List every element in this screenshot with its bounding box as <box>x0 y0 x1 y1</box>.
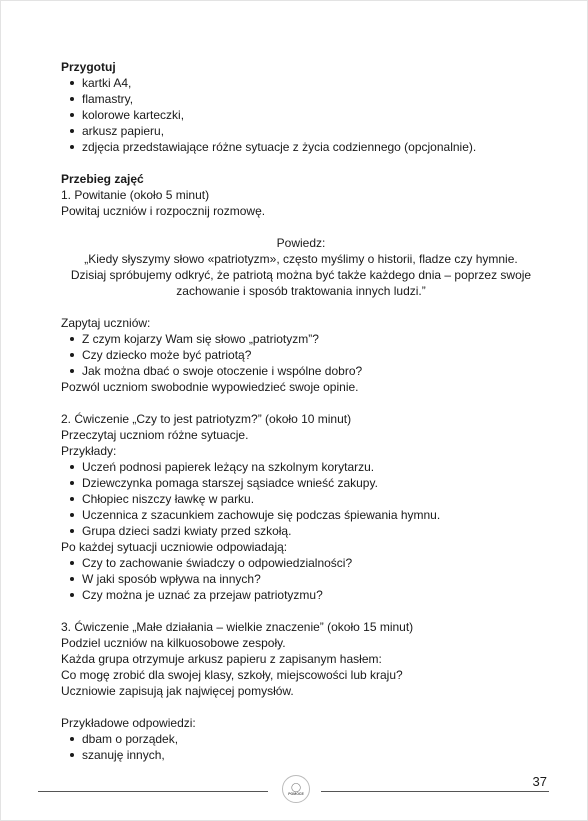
page-content <box>61 59 541 763</box>
list-item: Czy można je uznać za przejaw patriotyzmu? <box>82 587 541 603</box>
step2-title: 2. Ćwiczenie „Czy to jest patriotyzm?” (około 10 minut) <box>61 412 352 426</box>
prepare-list <box>61 75 541 155</box>
list-item: Czy to zachowanie świadczy o odpowiedzialności? <box>82 555 541 571</box>
after-list <box>61 555 541 603</box>
prepare-heading: Przygotuj <box>61 60 116 74</box>
list-item: kartki A4, <box>82 75 541 91</box>
list-item: szanuję innych, <box>82 747 541 763</box>
list-item: Grupa dzieci sadzi kwiaty przed szkołą. <box>82 523 541 539</box>
say-label: Powiedz: <box>276 236 326 250</box>
ask-after: Pozwól uczniom swobodnie wypowiedzieć swoje opinie. <box>61 380 359 394</box>
step3-line: Podziel uczniów na kilkuosobowe zespoły. <box>61 636 286 650</box>
answers-list <box>61 731 541 763</box>
list-item: dbam o porządek, <box>82 731 541 747</box>
list-item: Jak można dbać o swoje otoczenie i wspólne dobro? <box>82 363 541 379</box>
ask-list <box>61 331 541 379</box>
list-item: W jaki sposób wpływa na innych? <box>82 571 541 587</box>
examples-list <box>61 459 541 539</box>
step2-text: Przeczytaj uczniom różne sytuacje. <box>61 428 249 442</box>
footer-divider-left <box>38 791 268 792</box>
course-heading: Przebieg zajęć <box>61 172 144 186</box>
step3-line: Uczniowie zapisują jak najwięcej pomysłów. <box>61 684 294 698</box>
list-item: arkusz papieru, <box>82 123 541 139</box>
examples-label: Przykłady: <box>61 444 117 458</box>
list-item: Czy dziecko może być patriotą? <box>82 347 541 363</box>
step3-line: Co mogę zrobić dla swojej klasy, szkoły, miejscowości lub kraju? <box>61 668 403 682</box>
footer-divider-right <box>321 791 549 792</box>
list-item: kolorowe karteczki, <box>82 107 541 123</box>
quote-line: Dzisiaj spróbujemy odkryć, że patriotą można być także każdego dnia – poprzez swoje <box>70 268 532 282</box>
list-item: Dziewczynka pomaga starszej sąsiadce wnieść zakupy. <box>82 475 541 491</box>
answers-label: Przykładowe odpowiedzi: <box>61 716 196 730</box>
quote-line: zachowanie i sposób traktowania innych ludzi.” <box>176 284 426 298</box>
step1-text: Powitaj uczniów i rozpocznij rozmowę. <box>61 204 266 218</box>
quote-line: „Kiedy słyszymy słowo «patriotyzm», często myślimy o historii, fladze czy hymnie. <box>84 252 518 266</box>
step3-title: 3. Ćwiczenie „Małe działania – wielkie znaczenie” (około 15 minut) <box>61 620 414 634</box>
ask-label: Zapytaj uczniów: <box>61 316 151 330</box>
list-item: Uczeń podnosi papierek leżący na szkolnym korytarzu. <box>82 459 541 475</box>
step1-title: 1. Powitanie (około 5 minut) <box>61 188 210 202</box>
page-number: 37 <box>532 774 547 789</box>
publisher-logo <box>282 775 310 803</box>
list-item: Z czym kojarzy Wam się słowo „patriotyzm”? <box>82 331 541 347</box>
lightbulb-icon: ◯ <box>290 781 302 792</box>
list-item: Chłopiec niszczy ławkę w parku. <box>82 491 541 507</box>
list-item: Uczennica z szacunkiem zachowuje się podczas śpiewania hymnu. <box>82 507 541 523</box>
step3-line: Każda grupa otrzymuje arkusz papieru z zapisanym hasłem: <box>61 652 382 666</box>
after-label: Po każdej sytuacji uczniowie odpowiadają: <box>61 540 288 554</box>
logo-text: POMOCE <box>288 791 304 796</box>
list-item: zdjęcia przedstawiające różne sytuacje z życia codziennego (opcjonalnie). <box>82 139 541 155</box>
list-item: flamastry, <box>82 91 541 107</box>
